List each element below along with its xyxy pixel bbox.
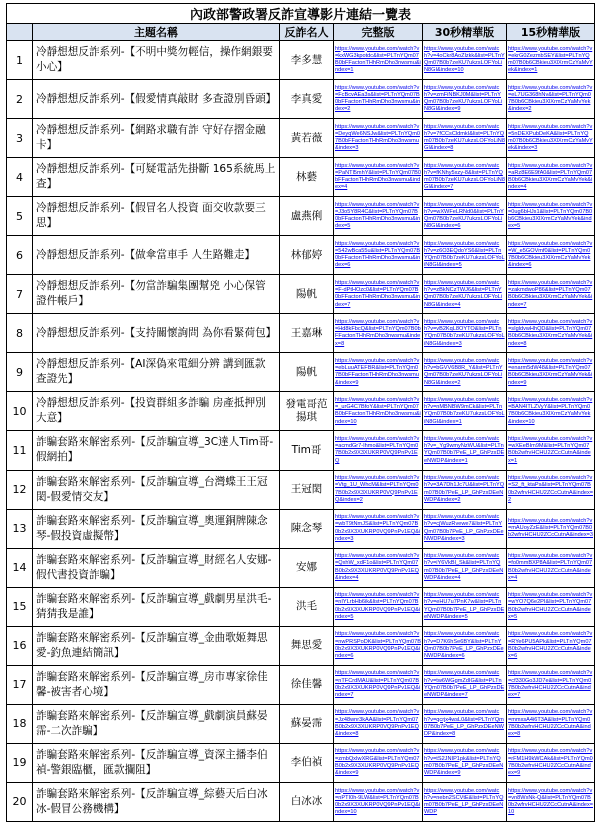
fifteen-second-link-cell bbox=[507, 431, 595, 470]
row-number: 13 bbox=[7, 509, 33, 548]
celebrity-name: 李多慧 bbox=[280, 41, 334, 80]
fifteen-second-link[interactable]: https://www.youtube.com/watch?v=mAUoyZzE&list=PLTnYQm07B0b2wfrvHCHU2ZCcCutnA&index=3 bbox=[508, 517, 594, 539]
thirty-second-link[interactable]: https://www.youtube.com/watch?v=iY6VkBl_Sk&list=PLTnYQm07B0b7PeE_LP_GhPzxDEeNWDP&index=4 bbox=[424, 553, 504, 581]
celebrity-name: 李真愛 bbox=[280, 80, 334, 119]
fifteen-second-link[interactable]: https://www.youtube.com/watch?v=vn8WxNk-Q&list=PLTnYQm07B0b2wfrvHCHU2ZCcCutnA&index=10 bbox=[508, 787, 594, 816]
thirty-second-link[interactable]: https://www.youtube.com/watch?v=zBkNCzTWJ6&list=PLTnYQm07B0b7zeKU7ukzsLOFYoLiN8GI&index=4 bbox=[424, 279, 503, 308]
fifteen-second-link-cell bbox=[507, 119, 595, 158]
full-version-link[interactable]: https://www.youtube.com/watch?v=FcBcvAEa3s&list=PLTnYQm07B0bFFactonTHhRmDho3nwsmu&index=2 bbox=[335, 84, 421, 113]
thirty-second-link[interactable]: https://www.youtube.com/watch?v=qcrjx4wsL0&list=PLTnYQm07B0b7PeE_LP_GhPzxDEeNWDP&index=8 bbox=[424, 709, 504, 738]
thirty-second-link[interactable]: https://www.youtube.com/watch?v=tw6WGgmZdIG&list=PLTnYQm07B0b7PeE_LP_GhPzxDEeNWDP&index=7 bbox=[424, 670, 505, 698]
thirty-second-link-cell bbox=[423, 470, 507, 509]
fifteen-second-link[interactable]: https://www.youtube.com/watch?v=eL7UG368hNv&list=PLTnYQm07B0b6CBkieu3XlXrmCzYaMvYek&index=2 bbox=[508, 84, 593, 113]
fifteen-second-link-cell bbox=[507, 392, 595, 431]
table-row bbox=[7, 275, 595, 314]
header-full-version: 完整版 bbox=[334, 24, 423, 41]
full-version-link[interactable]: https://www.youtube.com/watch?v=ebLuuATEFBR&list=PLTnYQm07B0bFFactonTHhRmDho3nwsmu&index=9 bbox=[335, 357, 420, 386]
fifteen-second-link[interactable]: https://www.youtube.com/watch?v=mmxsA4i6T3A&list=PLTnYQm07B0b2wfrvHCHU2ZCcCutnA&index=8 bbox=[508, 709, 593, 738]
full-version-link[interactable]: https://www.youtube.com/watch?v=acmdGr7-Ihmo&list=PLTnYQm07B0b2x9X3XUKRP0VQ9PnPv1EQ bbox=[335, 436, 420, 464]
full-version-link[interactable]: https://www.youtube.com/watch?v=J3o5Y8R4C&list=PLTnYQm07B0bFFactonTHhRmDho3nwsmu&index=5 bbox=[335, 201, 421, 230]
fifteen-second-link-cell bbox=[507, 665, 595, 704]
celebrity-name: 洪毛 bbox=[280, 587, 334, 626]
fifteen-second-link[interactable]: https://www.youtube.com/watch?v=enarm5dW48&list=PLTnYQm07B0b6CBkieu3XlXrmCzYaMvYek&index=9 bbox=[508, 357, 593, 386]
thirty-second-link-cell bbox=[423, 782, 507, 821]
row-number: 20 bbox=[7, 782, 33, 821]
full-version-link[interactable]: https://www.youtube.com/watch?v=nPTI0h-9LW&list=PLTnYQm07B0b2x9X3XUKRP0VQ9PnPv1EQ&index=10 bbox=[335, 787, 421, 816]
row-number: 6 bbox=[7, 236, 33, 275]
topic-name: 詐騙套路來解密系列-【反詐騙宣導_戲劇男星洪毛-猜猜我是誰】 bbox=[33, 587, 280, 626]
full-version-link-cell bbox=[334, 41, 423, 80]
full-version-link-cell bbox=[334, 275, 423, 314]
full-version-link-cell bbox=[334, 665, 423, 704]
fifteen-second-link[interactable]: https://www.youtube.com/watch?v=ekrG0ZezmbSEY&list=PLTnYQm07B0b6CBkieu3XlXrmCzYaMvYek&index=1 bbox=[508, 45, 593, 74]
row-number: 19 bbox=[7, 743, 33, 782]
header-number bbox=[7, 24, 33, 41]
full-version-link[interactable]: https://www.youtube.com/watch?v=nwPRSPoDK&list=PLTnYQm07B0b2x9X3XUKRP0VQ9PnPv1EQ&index=6 bbox=[335, 631, 421, 659]
celebrity-name: 蘇晏霈 bbox=[280, 704, 334, 743]
full-version-link-cell bbox=[334, 743, 423, 782]
full-version-link[interactable]: https://www.youtube.com/watch?v=Hd8kFbcQ&list=PLTnYQm07B0bFFactonTHhRmDho3nwsmu&index=8 bbox=[335, 318, 421, 347]
row-number: 8 bbox=[7, 314, 33, 353]
table-row bbox=[7, 353, 595, 392]
topic-name: 詐騙套路來解密系列-【反詐騙宣導_金曲歌姬舞思愛-釣魚連結簡訊】 bbox=[33, 626, 280, 665]
thirty-second-link-cell bbox=[423, 704, 507, 743]
topic-name: 詐騙套路來解密系列-【反詐騙宣導_奧運銅牌陳念琴-假投資虛擬幣】 bbox=[33, 509, 280, 548]
full-version-link-cell bbox=[334, 80, 423, 119]
fifteen-second-link[interactable]: https://www.youtube.com/watch?v=fo0mmBXP8A&list=PLTnYQm07B0b2wfrvHCHU2ZCcCutnA&index=4 bbox=[508, 553, 593, 581]
fifteen-second-link-cell bbox=[507, 509, 595, 548]
full-version-link[interactable]: https://www.youtube.com/watch?v=_urG4C7BfoY&list=PLTnYQm07B0bFFactonTHhRmDho3nwsmu&index=10 bbox=[335, 397, 421, 425]
celebrity-name: 陽帆 bbox=[280, 275, 334, 314]
header-topic: 主題名稱 bbox=[33, 24, 280, 41]
thirty-second-link-cell bbox=[423, 158, 507, 197]
row-number: 18 bbox=[7, 704, 33, 743]
table-row bbox=[7, 743, 595, 782]
celebrity-name: 白冰冰 bbox=[280, 782, 334, 821]
table-row bbox=[7, 314, 595, 353]
topic-name: 詐騙套路來解密系列-【反詐騙宣導_資深主播李伯禎-警銀臨櫃，匯款攔阻】 bbox=[33, 743, 280, 782]
table-row bbox=[7, 80, 595, 119]
full-version-link[interactable]: https://www.youtube.com/watch?v=F-dPtHOzc0&list=PLTnYQm07B0bFFactonTHhRmDho3nwsmu&index=7 bbox=[335, 279, 421, 308]
table-header-row bbox=[7, 24, 595, 41]
table-row bbox=[7, 782, 595, 821]
thirty-second-link-cell bbox=[423, 587, 507, 626]
table-row bbox=[7, 431, 595, 470]
fifteen-second-link[interactable]: https://www.youtube.com/watch?v=S2_ft_ktaPs&list=PLTnYQm07B0b2wfrvHCHU2ZCcCutnA&index=2 bbox=[508, 475, 594, 503]
thirty-second-link-cell bbox=[423, 626, 507, 665]
full-version-link[interactable]: https://www.youtube.com/watch?v=Vtg_1U_WhcM&list=PLTnYQm07B0b2x9X3XUKRP0VQ9PnPv1EQ&index=2 bbox=[335, 475, 420, 503]
full-version-link-cell bbox=[334, 587, 423, 626]
thirty-second-link-cell bbox=[423, 431, 507, 470]
fifteen-second-link[interactable]: https://www.youtube.com/watch?v=5nDEXPubDeKA&list=PLTnYQm07B0b6CBkieu3XlXrmCzYaMvYek&index=3 bbox=[508, 123, 593, 152]
row-number: 10 bbox=[7, 392, 33, 431]
celebrity-name: Tim哥 bbox=[280, 431, 334, 470]
row-number: 2 bbox=[7, 80, 33, 119]
fifteen-second-link-cell bbox=[507, 275, 595, 314]
full-version-link-cell bbox=[334, 197, 423, 236]
table-row bbox=[7, 665, 595, 704]
table-row bbox=[7, 470, 595, 509]
fifteen-second-link[interactable]: https://www.youtube.com/watch?v=BAN4ITLZVyY&list=PLTnYQm07B0b6CBkieu3XlXrmCzYaMvYek&index=10 bbox=[508, 397, 593, 425]
full-version-link-cell bbox=[334, 782, 423, 821]
celebrity-name: 林郁婷 bbox=[280, 236, 334, 275]
topic-name: 冷靜想想反詐系列-【做傘當車手 人生路難走】 bbox=[33, 236, 280, 275]
full-version-link-cell bbox=[334, 119, 423, 158]
thirty-second-link[interactable]: https://www.youtube.com/watch?v=cjWuzRvewe7&list=PLTnYQm07B0b7PeE_LP_GhPzxDEeNWDP&index=3 bbox=[424, 514, 504, 542]
celebrity-name: 李伯禎 bbox=[280, 743, 334, 782]
thirty-second-link[interactable]: https://www.youtube.com/watch?v=nebn2SCVtE&list=PLTnYQm07B0b7PeE_LP_GhPzxDEeNWDP bbox=[424, 787, 504, 816]
fifteen-second-link[interactable]: https://www.youtube.com/watch?v=rFM1H9kWCAk&list=PLTnYQm07B0b2wfrvHCHU2ZCcCutnA&index=9 bbox=[508, 748, 593, 777]
topic-name: 詐騙套路來解密系列-【反詐騙宣導_戲劇演員蘇晏霈-二次詐騙】 bbox=[33, 704, 280, 743]
fifteen-second-link[interactable]: https://www.youtube.com/watch?v=wXEeBIm9M&list=PLTnYQm07B0b2wfrvHCHU2ZCcCutnA&index=1 bbox=[508, 436, 593, 464]
thirty-second-link-cell bbox=[423, 275, 507, 314]
row-number: 11 bbox=[7, 431, 33, 470]
table-row bbox=[7, 587, 595, 626]
thirty-second-link[interactable]: https://www.youtube.com/watch?v=wXWFeLRNd0&list=PLTnYQm07B0b7zeKU7ukzsLOFYoLiN8GI&index=6 bbox=[424, 201, 504, 230]
row-number: 12 bbox=[7, 470, 33, 509]
full-version-link-cell bbox=[334, 158, 423, 197]
topic-name: 冷靜想想反詐系列-【假冒名人投資 面交收款要三思】 bbox=[33, 197, 280, 236]
full-version-link-cell bbox=[334, 470, 423, 509]
full-version-link-cell bbox=[334, 314, 423, 353]
table-row bbox=[7, 158, 595, 197]
table-row bbox=[7, 704, 595, 743]
full-version-link-cell bbox=[334, 626, 423, 665]
celebrity-name: 陳念琴 bbox=[280, 509, 334, 548]
fifteen-second-link-cell bbox=[507, 314, 595, 353]
fifteen-second-link-cell bbox=[507, 743, 595, 782]
thirty-second-link-cell bbox=[423, 197, 507, 236]
fifteen-second-link-cell bbox=[507, 353, 595, 392]
full-version-link[interactable]: https://www.youtube.com/watch?v=542wBca55u&list=PLTnYQm07B0bFFactonTHhRmDho3nwsmu&index=6 bbox=[335, 240, 421, 269]
row-number: 4 bbox=[7, 158, 33, 197]
thirty-second-link-cell bbox=[423, 353, 507, 392]
fifteen-second-link[interactable]: https://www.youtube.com/watch?v=0ug6bHJs1&list=PLTnYQm07B0b6CBkieu3XlXrmCzYaMvYek&index=5 bbox=[508, 201, 593, 230]
table-row bbox=[7, 119, 595, 158]
header-celebrity: 反詐名人 bbox=[280, 24, 334, 41]
full-version-link[interactable]: https://www.youtube.com/watch?v=PaNTl5mhY&list=PLTnYQm07B0bFFactonTHhRmDho3nwsmu&index=4 bbox=[335, 162, 421, 191]
thirty-second-link[interactable]: https://www.youtube.com/watch?v=4oCkr8AoZlzkk&list=PLTnYQm07B0b7zeKU7ukzsLOFYoLiN8GI&index=10 bbox=[424, 45, 505, 74]
thirty-second-link[interactable]: https://www.youtube.com/watch?v=zmFiNBKJ0M&list=PLTnYQm07B0b7zeKU7ukzsLOFYoLiN8GI&index=9 bbox=[424, 84, 503, 113]
thirty-second-link-cell bbox=[423, 314, 507, 353]
thirty-second-link-cell bbox=[423, 119, 507, 158]
row-number: 3 bbox=[7, 119, 33, 158]
row-number: 9 bbox=[7, 353, 33, 392]
thirty-second-link-cell bbox=[423, 392, 507, 431]
celebrity-name: 發電哥范揚琪 bbox=[280, 392, 334, 431]
celebrity-name: 陽帆 bbox=[280, 353, 334, 392]
header-15s-version: 15秒精華版 bbox=[507, 24, 595, 41]
full-version-link-cell bbox=[334, 509, 423, 548]
video-links-table bbox=[6, 3, 595, 822]
table-row bbox=[7, 509, 595, 548]
thirty-second-link-cell bbox=[423, 41, 507, 80]
celebrity-name: 舞思愛 bbox=[280, 626, 334, 665]
row-number: 15 bbox=[7, 587, 33, 626]
topic-name: 冷靜想想反詐系列-【投資群組多詐騙 房產抵押別大意】 bbox=[33, 392, 280, 431]
fifteen-second-link-cell bbox=[507, 41, 595, 80]
fifteen-second-link-cell bbox=[507, 470, 595, 509]
fifteen-second-link[interactable]: https://www.youtube.com/watch?v=W_e5GOVmf0&list=PLTnYQm07B0b6CBkieu3XlXrmCzYaMvYek&index=6 bbox=[508, 240, 593, 269]
thirty-second-link[interactable]: https://www.youtube.com/watch?v=3A7Dh1Jc7U&list=PLTnYQm07B0b7PeE_LP_GhPzxDEeNWDP&index=2 bbox=[424, 475, 505, 503]
celebrity-name: 王冠閎 bbox=[280, 470, 334, 509]
document-title: 內政部警政署反詐宣導影片連結一覽表 bbox=[7, 4, 595, 24]
fifteen-second-link-cell bbox=[507, 197, 595, 236]
fifteen-second-link[interactable]: https://www.youtube.com/watch?v=zakmdwoP86&list=PLTnYQm07B0b6CBkieu3XlXrmCzYaMvYek&index=7 bbox=[508, 279, 593, 308]
topic-name: 詐騙套路來解密系列-【反詐騙宣導_3C達人Tim哥-假網拍】 bbox=[33, 431, 280, 470]
full-version-link[interactable]: https://www.youtube.com/watch?v=wbT9tNmJS&list=PLTnYQm07B0b2x9X3XUKRP0VQ9PnPv1EQ&index=3 bbox=[335, 514, 421, 542]
topic-name: 詐騙套路來解密系列-【反詐騙宣導_台灣蝶王王冠閎-假愛情交友】 bbox=[33, 470, 280, 509]
thirty-second-link[interactable]: https://www.youtube.com/watch?v=fKNhy5xzy-8&list=PLTnYQm07B0b7zeKU7ukzsLOFYoLiN8GI&index=7 bbox=[424, 162, 505, 191]
thirty-second-link-cell bbox=[423, 665, 507, 704]
fifteen-second-link-cell bbox=[507, 158, 595, 197]
topic-name: 詐騙套路來解密系列-【反詐騙宣導_綜藝天后白冰冰-假冒公務機構】 bbox=[33, 782, 280, 821]
thirty-second-link[interactable]: https://www.youtube.com/watch?v=7fCCsCldmkI&list=PLTnYQm07B0b7zeKU7ukzsLOFYoLiN8GI&index=8 bbox=[424, 123, 505, 152]
topic-name: 冷靜想想反詐系列-【勿當詐騙集團幫兇 小心保管證件帳戶】 bbox=[33, 275, 280, 314]
row-number: 14 bbox=[7, 548, 33, 587]
topic-name: 詐騙套路來解密系列-【反詐騙宣導_財經名人安娜-假代書投資詐騙】 bbox=[33, 548, 280, 587]
full-version-link[interactable]: https://www.youtube.com/watch?v=DeyqWe6NSJw&list=PLTnYQm07B0bFFactonTHhRmDho3nwsmu&index=3 bbox=[335, 123, 420, 152]
thirty-second-link[interactable]: https://www.youtube.com/watch?v=nMBNBW9mCk&list=PLTnYQm07B0b7zeKU7ukzsLOFYoLiN8GI&index=1 bbox=[424, 397, 505, 425]
full-version-link-cell bbox=[334, 392, 423, 431]
full-version-link-cell bbox=[334, 431, 423, 470]
table-row bbox=[7, 548, 595, 587]
topic-name: 詐騙套路來解密系列-【反詐騙宣導_房市專家徐佳馨-被害者心境】 bbox=[33, 665, 280, 704]
table-row bbox=[7, 236, 595, 275]
fifteen-second-link-cell bbox=[507, 587, 595, 626]
thirty-second-link-cell bbox=[423, 743, 507, 782]
document-page bbox=[6, 3, 594, 822]
fifteen-second-link[interactable]: https://www.youtube.com/watch?v=wYO7Q6e2PI&list=PLTnYQm07B0b2wfrvHCHU2ZCcCutnA&index=5 bbox=[508, 592, 593, 620]
fifteen-second-link-cell bbox=[507, 704, 595, 743]
fifteen-second-link[interactable]: https://www.youtube.com/watch?v=sIgldvwHhQD&list=PLTnYQm07B0b6CBkieu3XlXrmCzYaMvYek&index=8 bbox=[508, 318, 593, 347]
thirty-second-link-cell bbox=[423, 509, 507, 548]
table-row bbox=[7, 392, 595, 431]
thirty-second-link[interactable]: https://www.youtube.com/watch?v=D7K6hSe6BY&list=PLTnYQm07B0b7PeE_LP_GhPzxDEeNWDP&index=6 bbox=[424, 631, 504, 659]
celebrity-name: 黃若薇 bbox=[280, 119, 334, 158]
fifteen-second-link[interactable]: https://www.youtube.com/watch?v=cf330Go3JD7e&list=PLTnYQm07B0b2wfrvHCHU2ZCcCutnA&index=7 bbox=[508, 670, 593, 698]
celebrity-name: 安娜 bbox=[280, 548, 334, 587]
full-version-link-cell bbox=[334, 353, 423, 392]
row-number: 1 bbox=[7, 41, 33, 80]
thirty-second-link-cell bbox=[423, 80, 507, 119]
topic-name: 冷靜想想反詐系列-【可疑電話先掛斷 165系統馬上查】 bbox=[33, 158, 280, 197]
full-version-link-cell bbox=[334, 548, 423, 587]
celebrity-name: 盧燕俐 bbox=[280, 197, 334, 236]
celebrity-name: 徐佳馨 bbox=[280, 665, 334, 704]
fifteen-second-link-cell bbox=[507, 548, 595, 587]
thirty-second-link[interactable]: https://www.youtube.com/watch?v=bGVV6B8R_Y&list=PLTnYQm07B0b7zeKU7ukzsLOFYoLiN8GI&index=2 bbox=[424, 357, 503, 386]
full-version-link[interactable]: https://www.youtube.com/watch?v=QxhW_xdF1o&list=PLTnYQm07B0b2x9X3XUKRP0VQ9PnPv1EQ&index=4 bbox=[335, 553, 420, 581]
topic-name: 冷靜想想反詐系列-【支持關懷詢問 為你看緊荷包】 bbox=[33, 314, 280, 353]
full-version-link[interactable]: https://www.youtube.com/watch?v=kxWG3kpotdc&list=PLTnYQm07B0bFFactonTHhRmDho3nwsmu&index=1 bbox=[335, 45, 421, 74]
fifteen-second-link-cell bbox=[507, 80, 595, 119]
thirty-second-link[interactable]: https://www.youtube.com/watch?v=eHU7u7PnK7w&list=PLTnYQm07B0b7PeE_LP_GhPzxDEeNWDP&index=5 bbox=[424, 592, 505, 620]
table-row bbox=[7, 626, 595, 665]
fifteen-second-link[interactable]: https://www.youtube.com/watch?v=RYe6PU5APk&list=PLTnYQm07B0b2wfrvHCHU2ZCcCutnA&index=6 bbox=[508, 631, 593, 659]
thirty-second-link[interactable]: https://www.youtube.com/watch?v=vB2KqL8OYTO&list=PLTnYQm07B0b7zeKU7ukzsLOFYoLiN8GI&index=3 bbox=[424, 318, 505, 347]
header-30s-version: 30秒精華版 bbox=[423, 24, 507, 41]
thirty-second-link[interactable]: https://www.youtube.com/watch?v=_Yg9wmyNzWU&list=PLTnYQm07B0b7PeE_LP_GhPzxDEeNWDP&index=1 bbox=[424, 436, 505, 464]
topic-name: 冷靜想想反詐系列-【AI深偽來電細分辨 講到匯款查證先】 bbox=[33, 353, 280, 392]
topic-name: 冷靜想想反詐系列-【網路求職有詐 守好存摺金融卡】 bbox=[33, 119, 280, 158]
full-version-link[interactable]: https://www.youtube.com/watch?v=nIYLrbHb6ik&list=PLTnYQm07B0b2x9X3XUKRP0VQ9PnPv1EQ&index=5 bbox=[335, 592, 421, 620]
row-number: 16 bbox=[7, 626, 33, 665]
thirty-second-link[interactable]: https://www.youtube.com/watch?v=tS2JNIP1pk&list=PLTnYQm07B0b7PeE_LP_GhPzxDEeNWDP&index=9 bbox=[424, 748, 504, 777]
full-version-link[interactable]: https://www.youtube.com/watch?v=Jz48wnr3kAA&list=PLTnYQm07B0b2x9X3XUKRP0VQ9PnPv1EQ&index=8 bbox=[335, 709, 420, 738]
full-version-link[interactable]: https://www.youtube.com/watch?v=zmbQxIwXRG&list=PLTnYQm07B0b2x9X3XUKRP0VQ9PnPv1EQ&index=9 bbox=[335, 748, 420, 777]
fifteen-second-link[interactable]: https://www.youtube.com/watch?v=aRz8E6E9fA0&list=PLTnYQm07B0b6CBkieu3XlXrmCzYaMvYek&index=4 bbox=[508, 162, 593, 191]
fifteen-second-link-cell bbox=[507, 236, 595, 275]
topic-name: 冷靜想想反詐系列-【不明中獎勿輕信，操作網銀要小心】 bbox=[33, 41, 280, 80]
full-version-link-cell bbox=[334, 236, 423, 275]
thirty-second-link-cell bbox=[423, 236, 507, 275]
row-number: 7 bbox=[7, 275, 33, 314]
thirty-second-link-cell bbox=[423, 548, 507, 587]
topic-name: 冷靜想想反詐系列-【假愛情真敲財 多查證別昏頭】 bbox=[33, 80, 280, 119]
row-number: 5 bbox=[7, 197, 33, 236]
fifteen-second-link-cell bbox=[507, 626, 595, 665]
full-version-link[interactable]: https://www.youtube.com/watch?v=nTFCrdMAU&list=PLTnYQm07B0b2x9X3XUKRP0VQ9PnPv1EQ&index=7 bbox=[335, 670, 421, 698]
celebrity-name: 林藝 bbox=[280, 158, 334, 197]
celebrity-name: 王嘉琳 bbox=[280, 314, 334, 353]
full-version-link-cell bbox=[334, 704, 423, 743]
table-row bbox=[7, 41, 595, 80]
thirty-second-link[interactable]: https://www.youtube.com/watch?v=z6O3EQdoYS6&list=PLTnYQm07B0b7zeKU7ukzsLOFYoLiN8GI&index=5 bbox=[424, 240, 505, 269]
table-row bbox=[7, 197, 595, 236]
row-number: 17 bbox=[7, 665, 33, 704]
fifteen-second-link-cell bbox=[507, 782, 595, 821]
